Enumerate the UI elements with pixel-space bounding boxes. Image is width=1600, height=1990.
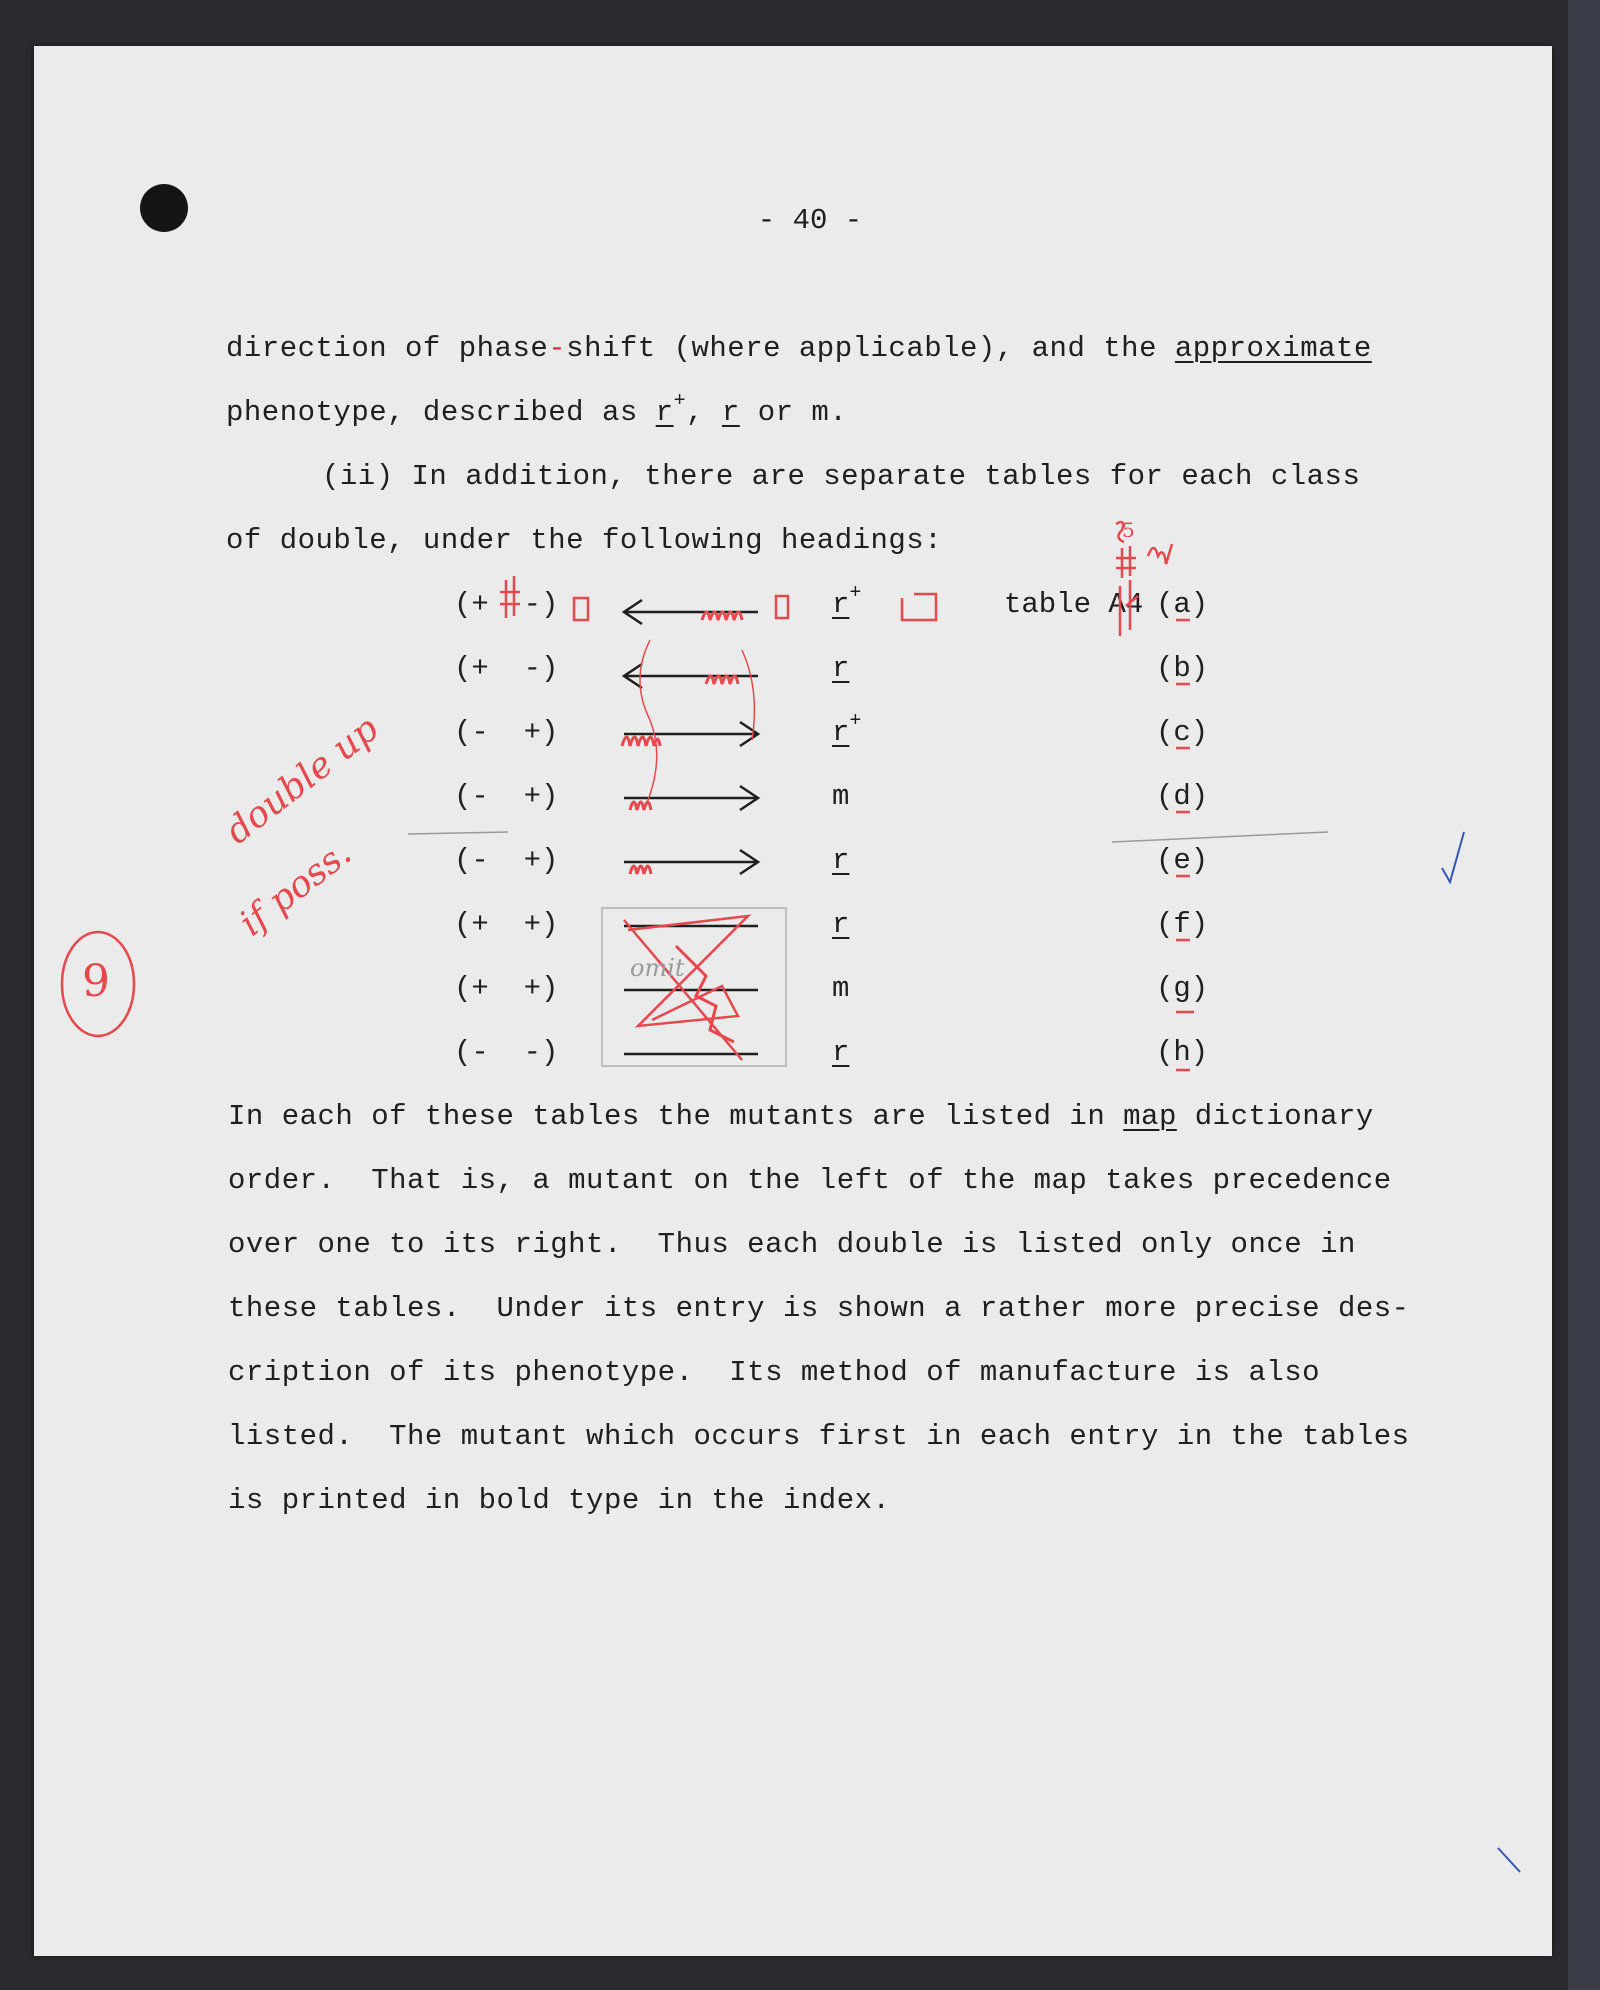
paragraph-3-line-6: listed. The mutant which occurs first in each entry in the tables [228,1420,1410,1453]
heading-phenotype [832,582,862,621]
red-hyphen: - [548,332,567,365]
punch-hole [140,184,188,232]
text-run: dictionary [1176,1100,1374,1133]
circled-number: 9 [82,956,110,1007]
text-run: direction of phase [226,332,549,365]
paragraph-1-line-2 [226,390,848,429]
superscript-plus: + [673,390,687,413]
struck-pencil-note: omit [630,954,685,982]
margin-note-line-1: double up [218,708,387,853]
paragraph-3-line-3: over one to its right. Thus each double is listed only once in [228,1228,1356,1261]
heading-signs: (- +) [454,844,559,877]
paragraph-3-line-5: cription of its phenotype. Its method of manufacture is also [228,1356,1321,1389]
text-run: or m. [739,396,848,429]
phenotype-letter: r [832,844,850,877]
paragraph-3-line-2: order. That is, a mutant on the left of the map takes precedence [228,1164,1392,1197]
heading-phenotype [832,908,849,941]
heading-phenotype [832,1036,849,1069]
heading-code: (g) [1156,972,1209,1005]
heading-code: (a) [1156,588,1209,621]
phenotype-letter: r [832,1036,850,1069]
text-run: , [686,396,722,429]
page-number: - 40 - [757,204,863,237]
text-run: phenotype, described as [226,396,656,429]
underlined-word: map [1123,1100,1177,1133]
heading-phenotype [832,710,862,749]
margin-note-line-2: if poss. [232,832,360,945]
paragraph-3-line-1 [228,1100,1374,1133]
phenotype-letter: r [832,588,850,621]
paragraph-2-line-2: of double, under the following headings: [226,524,943,557]
phenotype-letter: m [832,780,850,813]
top-mark: 5 [1122,518,1135,542]
heading-phenotype [832,652,849,685]
superscript-plus: + [849,582,862,605]
heading-signs: (+ +) [454,908,559,941]
heading-code: (b) [1156,652,1209,685]
paragraph-3-line-4: these tables. Under its entry is shown a rather more precise des- [228,1292,1410,1325]
heading-signs: (+ -) [454,652,559,685]
heading-signs: (- +) [454,780,559,813]
heading-phenotype [832,844,849,877]
table-label: table A4 [1004,588,1144,621]
heading-signs: (- -) [454,1036,559,1069]
superscript-plus: + [849,710,862,733]
heading-signs: (+ -) [454,588,559,621]
heading-code: (f) [1156,908,1209,941]
paragraph-3-line-7: is printed in bold type in the index. [228,1484,891,1517]
underlined-word: approximate [1174,332,1372,365]
heading-signs: (+ +) [454,972,559,1005]
heading-phenotype [832,972,849,1005]
text-run: shift (where applicable), and the [566,332,1175,365]
paragraph-1-line-1 [226,332,1372,365]
heading-code: (d) [1156,780,1209,813]
heading-code: (e) [1156,844,1209,877]
phenotype-letter: m [832,972,850,1005]
phenotype-letter: r [832,652,850,685]
phenotype-letter: r [832,908,850,941]
heading-code: (c) [1156,716,1209,749]
paragraph-2-line-1: (ii) In addition, there are separate tables for each class [322,460,1361,493]
heading-signs: (- +) [454,716,559,749]
text-run: In each of these tables the mutants are listed in [228,1100,1124,1133]
background-strip [1568,0,1600,1990]
phenotype-r: r [721,396,740,429]
heading-phenotype [832,780,849,813]
phenotype-letter: r [832,716,850,749]
heading-code: (h) [1156,1036,1209,1069]
phenotype-r-plus: r [655,396,674,429]
